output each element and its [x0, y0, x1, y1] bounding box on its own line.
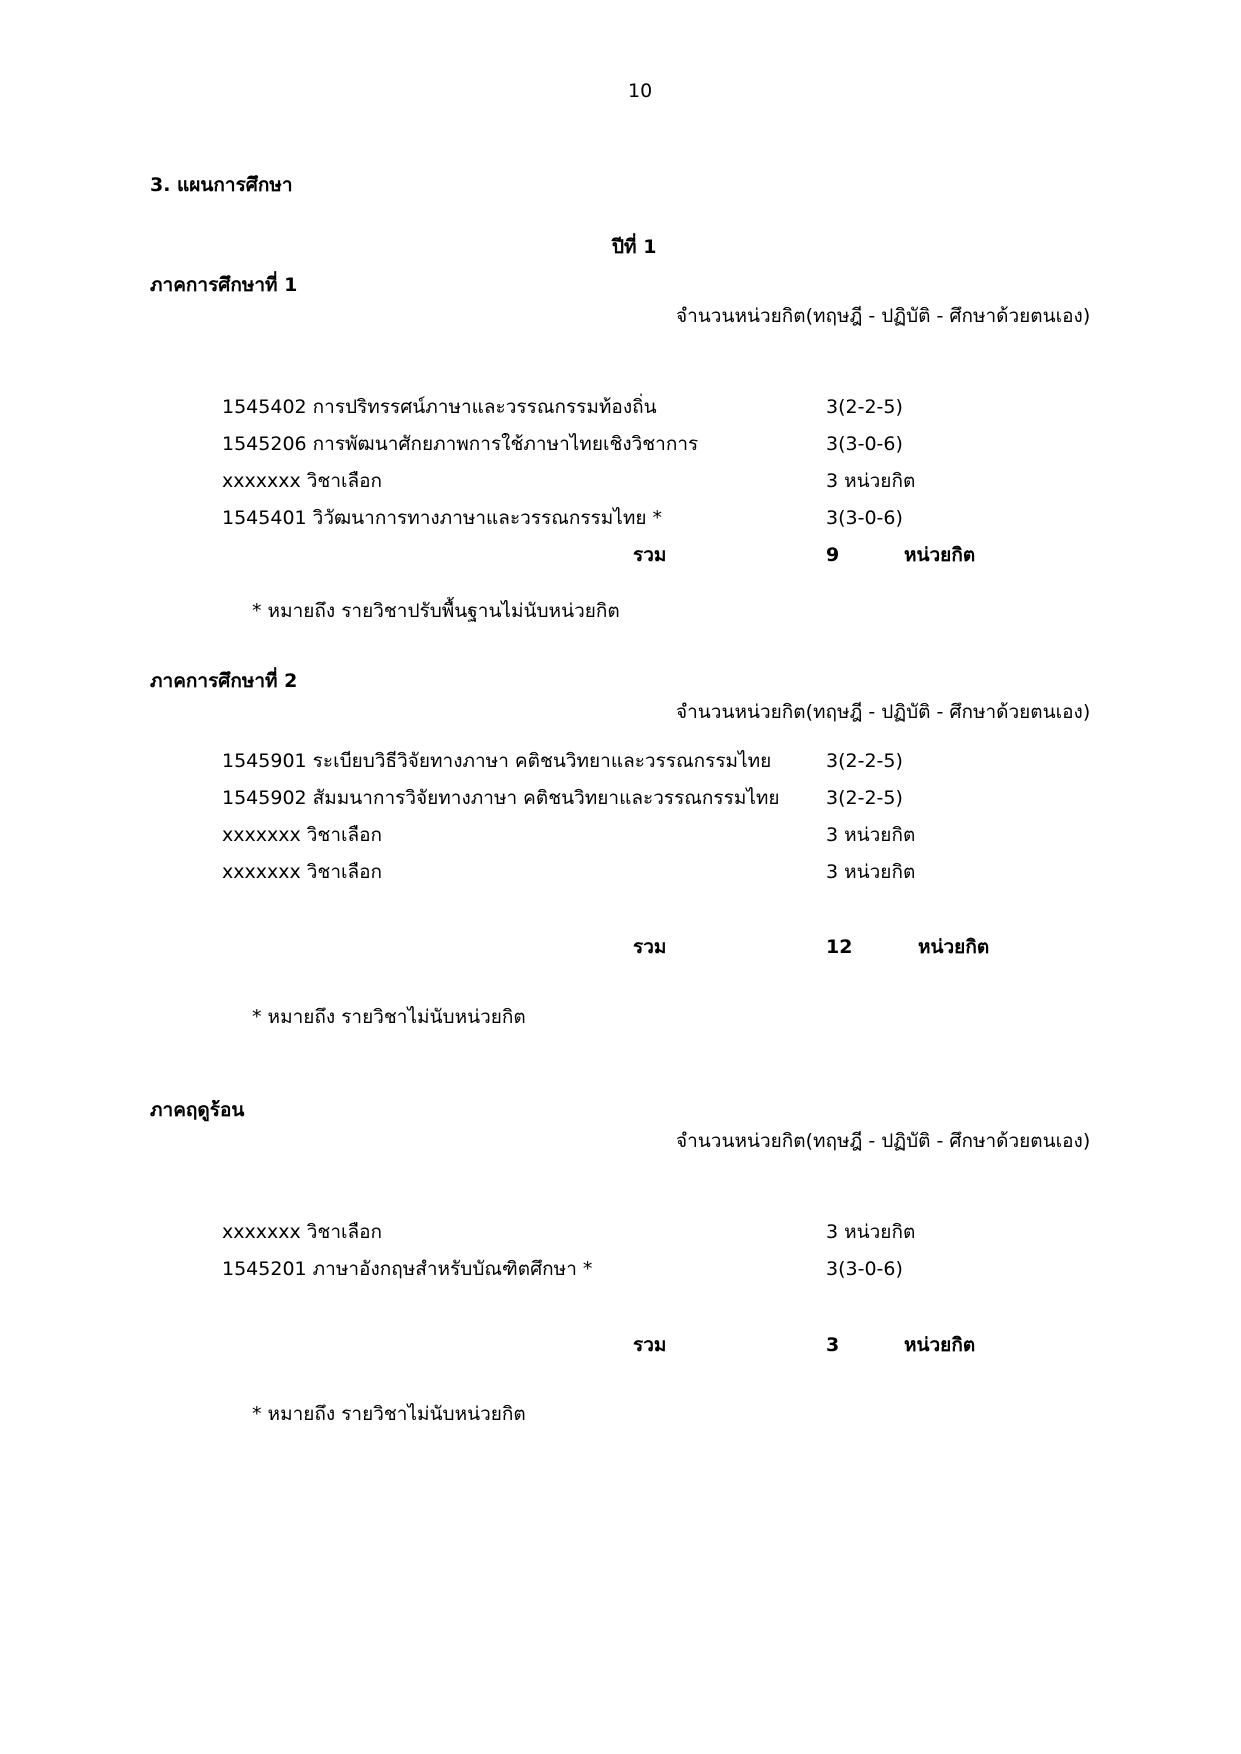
course-name: 1545201 ภาษาอังกฤษสำหรับบัณฑิตศึกษา * — [222, 1258, 593, 1280]
summer-total-value: 3 — [826, 1334, 840, 1356]
course-credit: 3(3-0-6) — [826, 1258, 903, 1280]
course-name: 1545401 วิวัฒนาการทางภาษาและวรรณกรรมไทย * — [222, 507, 663, 529]
semester-2-credit-header: จำนวนหน่วยกิต(ทฤษฎี - ปฏิบัติ - ศึกษาด้วยตนเอง) — [676, 701, 1091, 723]
course-name: 1545901 ระเบียบวิธีวิจัยทางภาษา คติชนวิทยาและวรรณกรรมไทย — [222, 750, 772, 772]
course-credit: 3 หน่วยกิต — [826, 861, 916, 883]
semester-2-total-label: รวม — [633, 936, 667, 958]
semester-1-note: * หมายถึง รายวิชาปรับพื้นฐานไม่นับหน่วยกิต — [252, 600, 620, 622]
semester-2-total-unit: หน่วยกิต — [918, 936, 990, 958]
course-credit: 3(2-2-5) — [826, 396, 903, 418]
course-name: 1545402 การปริทรรศน์ภาษาและวรรณกรรมท้องถิ่น — [222, 396, 657, 418]
course-credit: 3(3-0-6) — [826, 507, 903, 529]
page-number: 10 — [628, 80, 653, 102]
course-credit: 3(2-2-5) — [826, 787, 903, 809]
summer-note: * หมายถึง รายวิชาไม่นับหน่วยกิต — [252, 1403, 526, 1425]
course-name: 1545206 การพัฒนาศักยภาพการใช้ภาษาไทยเชิงวิชาการ — [222, 433, 699, 455]
course-name: xxxxxxx วิชาเลือก — [222, 824, 383, 846]
semester-1-total-unit: หน่วยกิต — [904, 544, 976, 566]
semester-2-title: ภาคการศึกษาที่ 2 — [150, 670, 298, 692]
section-title: 3. แผนการศึกษา — [150, 174, 293, 196]
semester-1-credit-header: จำนวนหน่วยกิต(ทฤษฎี - ปฏิบัติ - ศึกษาด้วยตนเอง) — [676, 305, 1091, 327]
course-credit: 3(2-2-5) — [826, 750, 903, 772]
semester-1-total-value: 9 — [826, 544, 840, 566]
summer-total-label: รวม — [633, 1334, 667, 1356]
course-name: 1545902 สัมมนาการวิจัยทางภาษา คติชนวิทยาและวรรณกรรมไทย — [222, 787, 780, 809]
summer-title: ภาคฤดูร้อน — [150, 1099, 245, 1121]
course-name: xxxxxxx วิชาเลือก — [222, 470, 383, 492]
course-credit: 3 หน่วยกิต — [826, 824, 916, 846]
semester-1-title: ภาคการศึกษาที่ 1 — [150, 274, 298, 296]
summer-total-unit: หน่วยกิต — [904, 1334, 976, 1356]
year-title: ปีที่ 1 — [612, 236, 657, 258]
course-credit: 3(3-0-6) — [826, 433, 903, 455]
course-credit: 3 หน่วยกิต — [826, 1221, 916, 1243]
semester-1-total-label: รวม — [633, 544, 667, 566]
semester-2-total-value: 12 — [826, 936, 853, 958]
summer-credit-header: จำนวนหน่วยกิต(ทฤษฎี - ปฏิบัติ - ศึกษาด้วยตนเอง) — [676, 1130, 1091, 1152]
semester-2-note: * หมายถึง รายวิชาไม่นับหน่วยกิต — [252, 1006, 526, 1028]
course-name: xxxxxxx วิชาเลือก — [222, 861, 383, 883]
course-name: xxxxxxx วิชาเลือก — [222, 1221, 383, 1243]
course-credit: 3 หน่วยกิต — [826, 470, 916, 492]
